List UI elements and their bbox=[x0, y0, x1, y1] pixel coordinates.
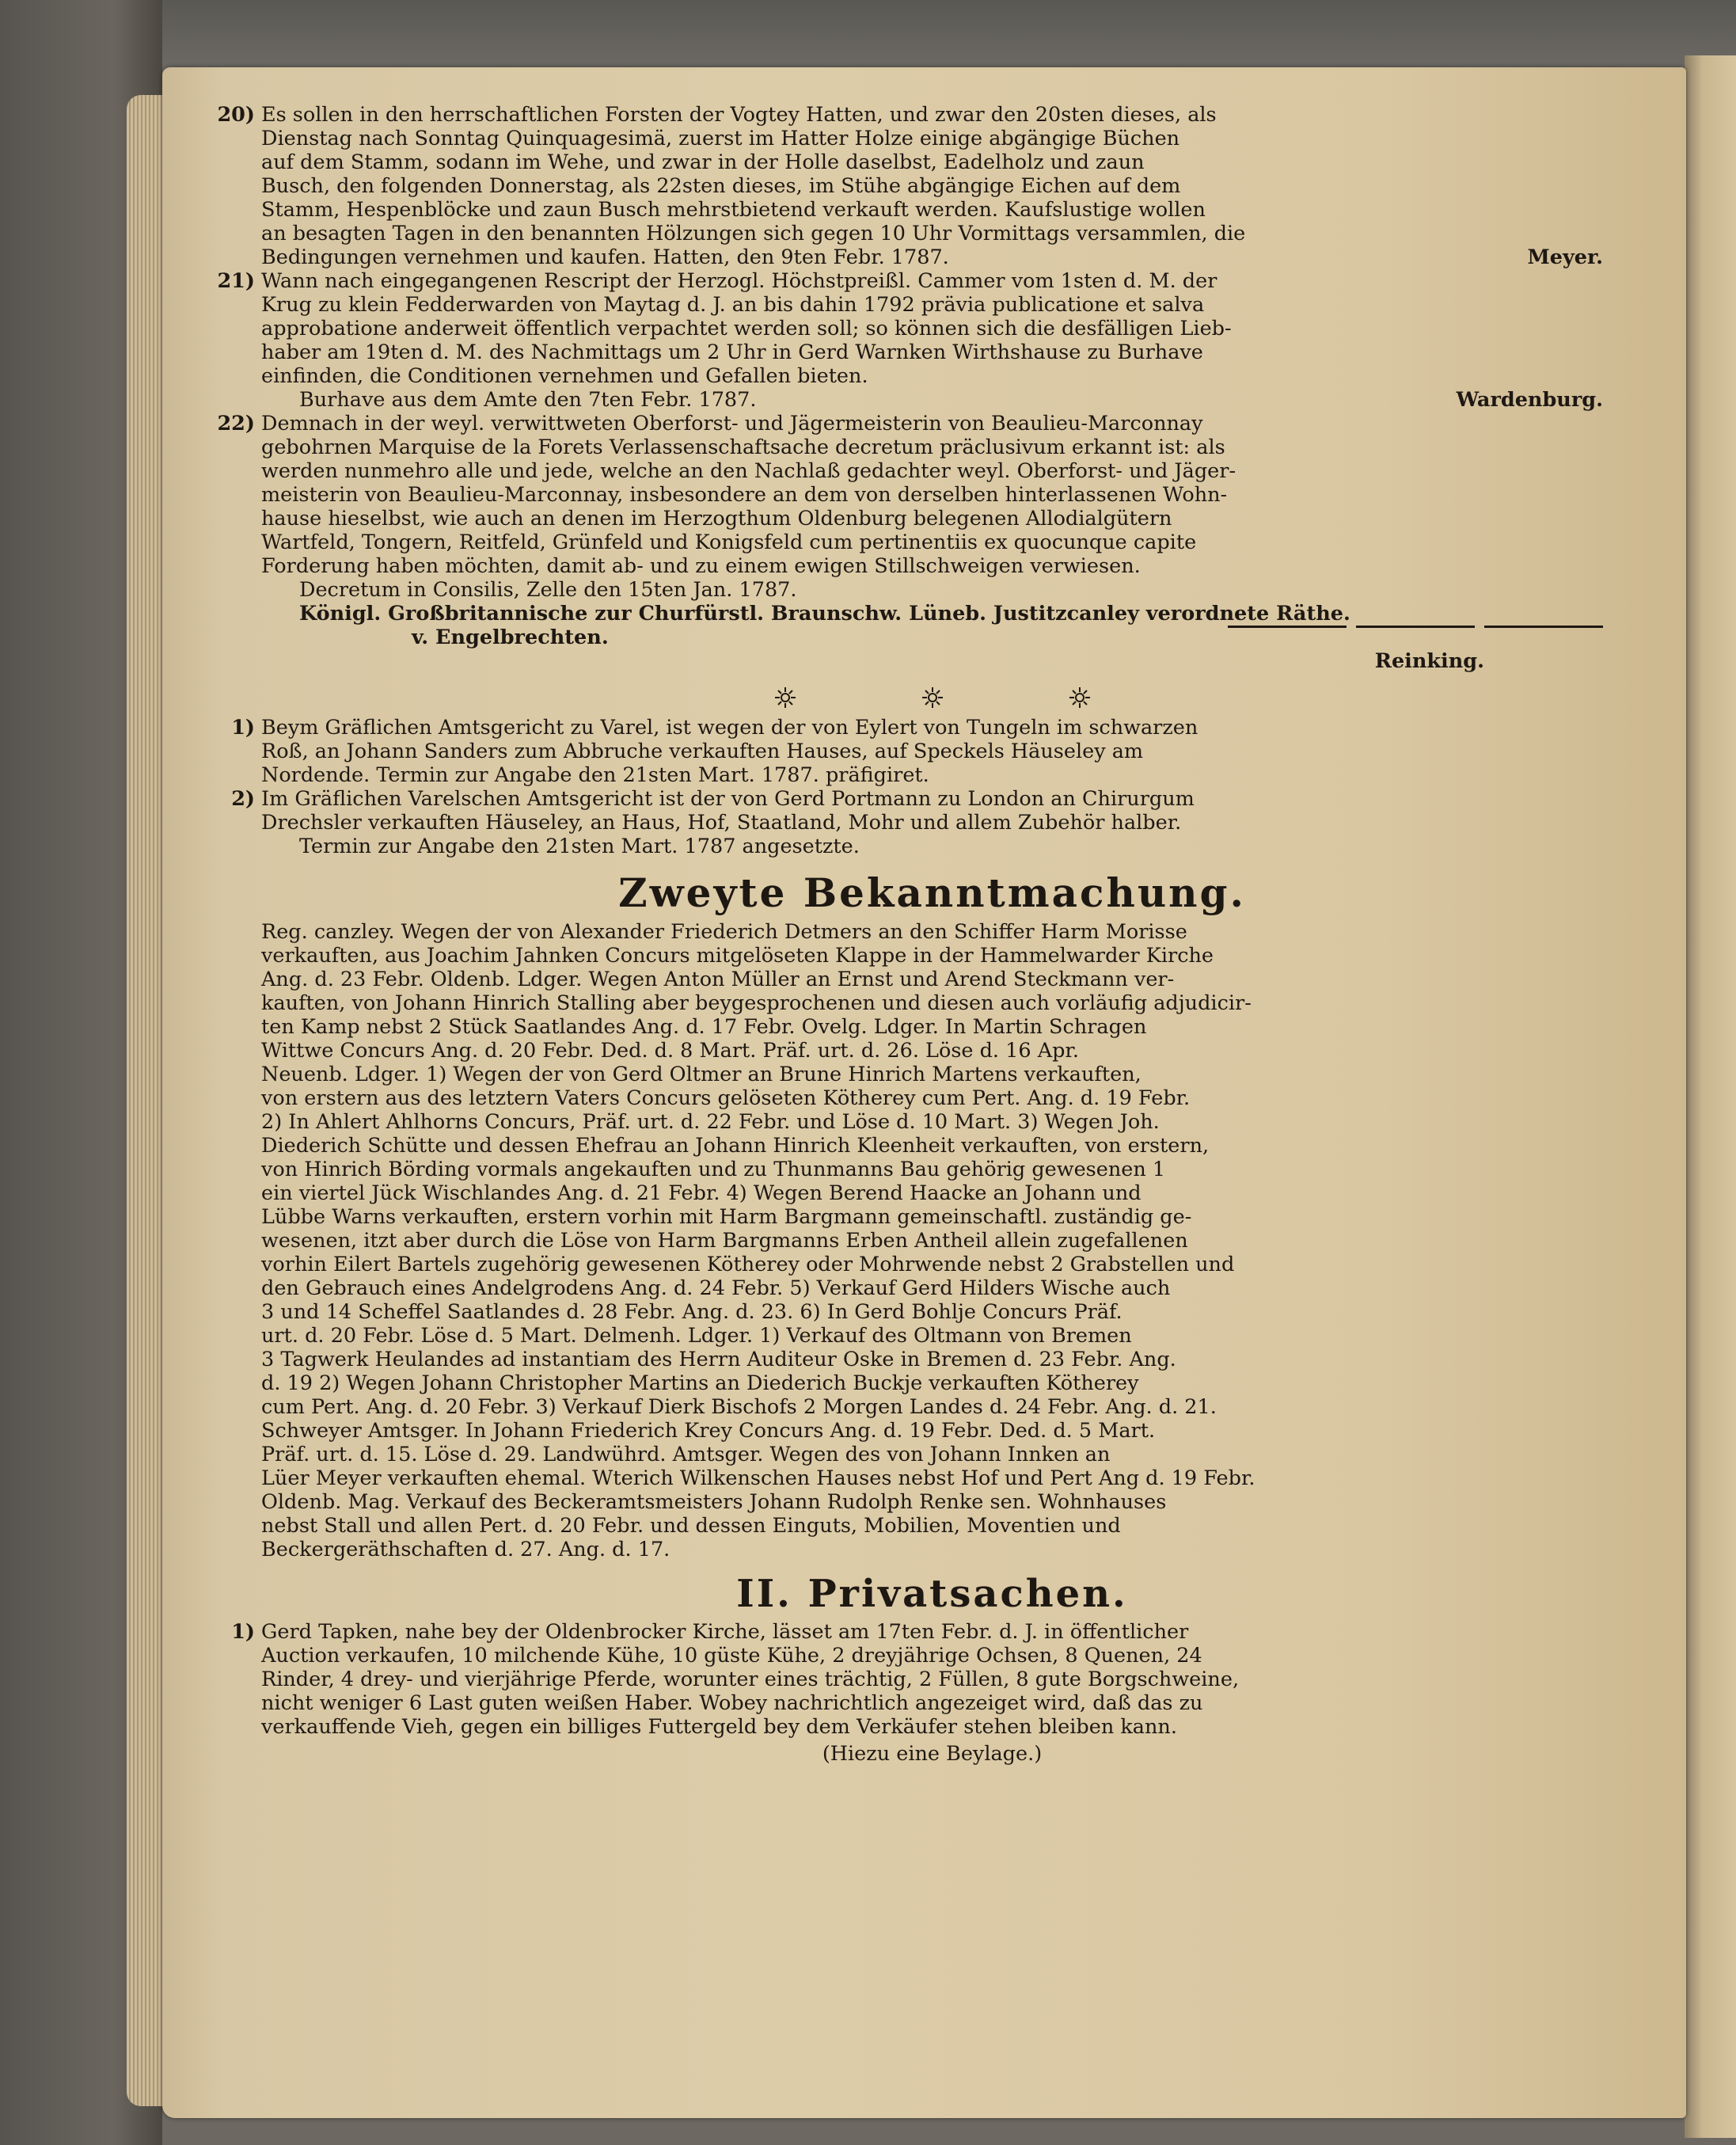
text-line: Diederich Schütte und dessen Ehefrau an Johann Hinrich Kleenheit verkauften, von erstern, bbox=[261, 1134, 1210, 1158]
signature-right: Reinking. bbox=[1374, 649, 1484, 673]
text-line: Termin zur Angabe den 21sten Mart. 1787 angesetzte. bbox=[299, 835, 860, 858]
signature-left: v. Engelbrechten. bbox=[412, 626, 609, 649]
text-line: 2) In Ahlert Ahlhorns Concurs, Präf. urt. d. 22 Febr. und Löse d. 10 Mart. 3) Wegen Joh. bbox=[261, 1110, 1160, 1134]
text-line: Dienstag nach Sonntag Quinquagesimä, zuerst im Hatter Holze einige abgängige Büchen bbox=[261, 127, 1180, 150]
entry-number: 2) bbox=[231, 787, 255, 811]
facing-page-edge bbox=[1685, 55, 1736, 2138]
text-line: haber am 19ten d. M. des Nachmittags um 2 Uhr in Gerd Warnken Wirthshause zu Burhave bbox=[261, 340, 1203, 364]
text-line: von erstern aus des letztern Vaters Concurs gelöseten Kötherey cum Pert. Ang. d. 19 Febr. bbox=[261, 1086, 1191, 1110]
text-line: Schweyer Amtsger. In Johann Friederich Krey Concurs Ang. d. 19 Febr. Ded. d. 5 Mart. bbox=[261, 1419, 1156, 1443]
text-line: Lübbe Warns verkauften, erstern vorhin mit Harm Bargmann gemeinschaftl. zuständig ge- bbox=[261, 1205, 1192, 1229]
text-line: Im Gräflichen Varelschen Amtsgericht ist der von Gerd Portmann zu London an Chirurgum bbox=[261, 787, 1195, 811]
text-line: verkauften, aus Joachim Jahnken Concurs mitgelöseten Klappe in der Hammelwarder Kirche bbox=[261, 944, 1214, 968]
authority-line: Königl. Großbritannische zur Churfürstl. Braunschw. Lüneb. Justitzcanley verordnete Räthe. bbox=[299, 602, 1350, 626]
text-line: approbatione anderweit öffentlich verpachtet werden soll; so können sich die desfälligen Lieb- bbox=[261, 317, 1232, 340]
signature: Meyer. bbox=[1527, 245, 1603, 269]
closing-row bbox=[261, 245, 1603, 269]
text-line: verkauffende Vieh, gegen ein billiges Futtergeld bey dem Verkäufer stehen bleiben kann. bbox=[261, 1715, 1177, 1739]
text-line: Rinder, 4 drey- und vierjährige Pferde, worunter eines trächtig, 2 Füllen, 8 gute Borgschweine, bbox=[261, 1668, 1240, 1691]
text-line: Beym Gräflichen Amtsgericht zu Varel, ist wegen der von Eylert von Tungeln im schwarzen bbox=[261, 716, 1198, 740]
notice-entry-22 bbox=[217, 412, 1603, 673]
notice-entry-varel-1 bbox=[231, 716, 1603, 787]
dateline: Decretum in Consilis, Zelle den 15ten Jan. 1787. bbox=[299, 578, 797, 602]
text-line: Busch, den folgenden Donnerstag, als 22sten dieses, im Stühe abgängige Eichen auf dem bbox=[261, 174, 1181, 198]
closing-row bbox=[261, 626, 1603, 649]
closing-row bbox=[261, 388, 1603, 412]
section-heading-privatsachen: II. Privatsachen. bbox=[736, 1572, 1128, 1616]
section-heading-zweyte-bekanntmachung: Zweyte Bekanntmachung. bbox=[618, 869, 1246, 916]
text-line: von Hinrich Börding vormals angekauften und zu Thunmanns Bau gehörig gewesenen 1 bbox=[261, 1158, 1166, 1181]
text-line: urt. d. 20 Febr. Löse d. 5 Mart. Delmenh. Ldger. 1) Verkauf des Oltmann von Bremen bbox=[261, 1324, 1132, 1348]
text-line: nicht weniger 6 Last guten weißen Haber. Wobey nachrichtlich angezeiget wird, daß das zu bbox=[261, 1691, 1203, 1715]
text-line: Lüer Meyer verkauften ehemal. Wterich Wilkenschen Hauses nebst Hof und Pert Ang d. 19 Febr. bbox=[261, 1466, 1255, 1490]
notice-entry-20 bbox=[217, 103, 1603, 269]
text-line: nebst Stall und allen Pert. d. 20 Febr. und dessen Einguts, Mobilien, Moventien und bbox=[261, 1514, 1121, 1538]
text-line: werden nunmehro alle und jede, welche an den Nachlaß gedachter weyl. Oberforst- und Jäger- bbox=[261, 459, 1236, 483]
entry-number: 22) bbox=[217, 412, 255, 435]
text-line: d. 19 2) Wegen Johann Christopher Martins an Diederich Buckje verkauften Kötherey bbox=[261, 1371, 1139, 1395]
text-line: 3 und 14 Scheffel Saatlandes d. 28 Febr. Ang. d. 23. 6) In Gerd Bohlje Concurs Präf. bbox=[261, 1300, 1123, 1324]
text-line: 3 Tagwerk Heulandes ad instantiam des Herrn Auditeur Oske in Bremen d. 23 Febr. Ang. bbox=[261, 1348, 1176, 1371]
text-line: Präf. urt. d. 15. Löse d. 29. Landwührd. Amtsger. Wegen des von Johann Innken an bbox=[261, 1443, 1111, 1466]
entry-number: 1) bbox=[231, 716, 255, 740]
text-line: gebohrnen Marquise de la Forets Verlassenschaftsache decretum präclusivum erkannt ist: als bbox=[261, 435, 1225, 459]
signature: Wardenburg. bbox=[1456, 388, 1603, 412]
rule-line bbox=[1484, 626, 1603, 628]
text-line: den Gebrauch eines Andelgrodens Ang. d. 24 Febr. 5) Verkauf Gerd Hilders Wische auch bbox=[261, 1276, 1171, 1300]
text-line: wesenen, itzt aber durch die Löse von Harm Bargmanns Erben Antheil allein zugefallenen bbox=[261, 1229, 1188, 1253]
text-line: an besagten Tagen in den benannten Hölzungen sich gegen 10 Uhr Vormittags versammlen, die bbox=[261, 222, 1246, 245]
sun-ornament-icon bbox=[918, 686, 947, 709]
scanner-background-top bbox=[0, 0, 1736, 75]
text-line: hause hieselbst, wie auch an denen im Herzogthum Oldenburg belegenen Allodialgütern bbox=[261, 507, 1172, 531]
rule-line bbox=[1356, 626, 1475, 628]
notice-entry-varel-2 bbox=[231, 787, 1603, 858]
signature-rules bbox=[1228, 626, 1603, 649]
bekanntmachung-block bbox=[261, 920, 1603, 1561]
sun-ornament-icon bbox=[1066, 686, 1094, 709]
text-line: kauften, von Johann Hinrich Stalling aber beygesprochenen und diesen auch vorläufig adjudicir- bbox=[261, 991, 1252, 1015]
text-line: Nordende. Termin zur Angabe den 21sten Mart. 1787. präfigiret. bbox=[261, 763, 929, 787]
page-content bbox=[217, 103, 1603, 1766]
footer-note: (Hiezu eine Beylage.) bbox=[822, 1742, 1043, 1766]
text-line: Ang. d. 23 Febr. Oldenb. Ldger. Wegen Anton Müller an Ernst und Arend Steckmann ver- bbox=[261, 968, 1175, 991]
entry-number: 20) bbox=[217, 103, 255, 127]
text-line: Wann nach eingegangenen Rescript der Herzogl. Höchstpreißl. Cammer vom 1sten d. M. der bbox=[261, 269, 1217, 293]
entry-number: 1) bbox=[231, 1620, 255, 1644]
text-line: Beckergeräthschaften d. 27. Ang. d. 17. bbox=[261, 1538, 670, 1561]
text-line: cum Pert. Ang. d. 20 Febr. 3) Verkauf Dierk Bischofs 2 Morgen Landes d. 24 Febr. Ang. d. 21. bbox=[261, 1395, 1217, 1419]
text-line: Bedingungen vernehmen und kaufen. Hatten, den 9ten Febr. 1787. bbox=[261, 245, 949, 269]
ornament-row bbox=[261, 686, 1603, 709]
text-line: ein viertel Jück Wischlandes Ang. d. 21 Febr. 4) Wegen Berend Haacke an Johann und bbox=[261, 1181, 1142, 1205]
text-line: Es sollen in den herrschaftlichen Forsten der Vogtey Hatten, und zwar den 20sten dieses, als bbox=[261, 103, 1217, 127]
text-line: einfinden, die Conditionen vernehmen und Gefallen bieten. bbox=[261, 364, 868, 388]
private-entry-1 bbox=[231, 1620, 1603, 1739]
text-line: Drechsler verkauften Häuseley, an Haus, Hof, Staatland, Mohr und allem Zubehör halber. bbox=[261, 811, 1182, 835]
text-line: Demnach in der weyl. verwittweten Oberforst- und Jägermeisterin von Beaulieu-Marconnay bbox=[261, 412, 1203, 435]
text-line: Roß, an Johann Sanders zum Abbruche verkauften Hauses, auf Speckels Häuseley am bbox=[261, 740, 1144, 763]
text-line: Stamm, Hespenblöcke und zaun Busch mehrstbietend verkauft werden. Kaufslustige wollen bbox=[261, 198, 1206, 222]
rule-line bbox=[1228, 626, 1347, 628]
text-line: Krug zu klein Fedderwarden von Maytag d. J. an bis dahin 1792 prävia publicatione et salva bbox=[261, 293, 1205, 317]
entry-number: 21) bbox=[217, 269, 255, 293]
text-line: Wartfeld, Tongern, Reitfeld, Grünfeld und Konigsfeld cum pertinentiis ex quocunque capite bbox=[261, 531, 1197, 554]
text-line: Neuenb. Ldger. 1) Wegen der von Gerd Oltmer an Brune Hinrich Martens verkauften, bbox=[261, 1063, 1142, 1086]
text-line: Wittwe Concurs Ang. d. 20 Febr. Ded. d. 8 Mart. Präf. urt. d. 26. Löse d. 16 Apr. bbox=[261, 1039, 1079, 1063]
text-line: ten Kamp nebst 2 Stück Saatlandes Ang. d. 17 Febr. Ovelg. Ldger. In Martin Schragen bbox=[261, 1015, 1147, 1039]
closing-row bbox=[261, 649, 1603, 673]
dateline: Burhave aus dem Amte den 7ten Febr. 1787. bbox=[299, 388, 757, 412]
text-line: Forderung haben möchten, damit ab- und zu einem ewigen Stillschweigen verwiesen. bbox=[261, 554, 1141, 578]
sun-ornament-icon bbox=[771, 686, 800, 709]
text-line: vorhin Eilert Bartels zugehörig gewesenen Kötherey oder Mohrwende nebst 2 Grabstellen und bbox=[261, 1253, 1235, 1276]
notice-entry-21 bbox=[217, 269, 1603, 412]
text-line: auf dem Stamm, sodann im Wehe, und zwar in der Holle daselbst, Eadelholz und zaun bbox=[261, 150, 1145, 174]
text-line: meisterin von Beaulieu-Marconnay, insbesondere an dem von derselben hinterlassenen Wohn- bbox=[261, 483, 1228, 507]
text-line: Reg. canzley. Wegen der von Alexander Friederich Detmers an den Schiffer Harm Morisse bbox=[261, 920, 1187, 944]
text-line: Gerd Tapken, nahe bey der Oldenbrocker Kirche, lässet am 17ten Febr. d. J. in öffentlicher bbox=[261, 1620, 1189, 1644]
text-line: Oldenb. Mag. Verkauf des Beckeramtsmeisters Johann Rudolph Renke sen. Wohnhauses bbox=[261, 1490, 1167, 1514]
text-line: Auction verkaufen, 10 milchende Kühe, 10 güste Kühe, 2 dreyjährige Ochsen, 8 Quenen, 24 bbox=[261, 1644, 1202, 1668]
